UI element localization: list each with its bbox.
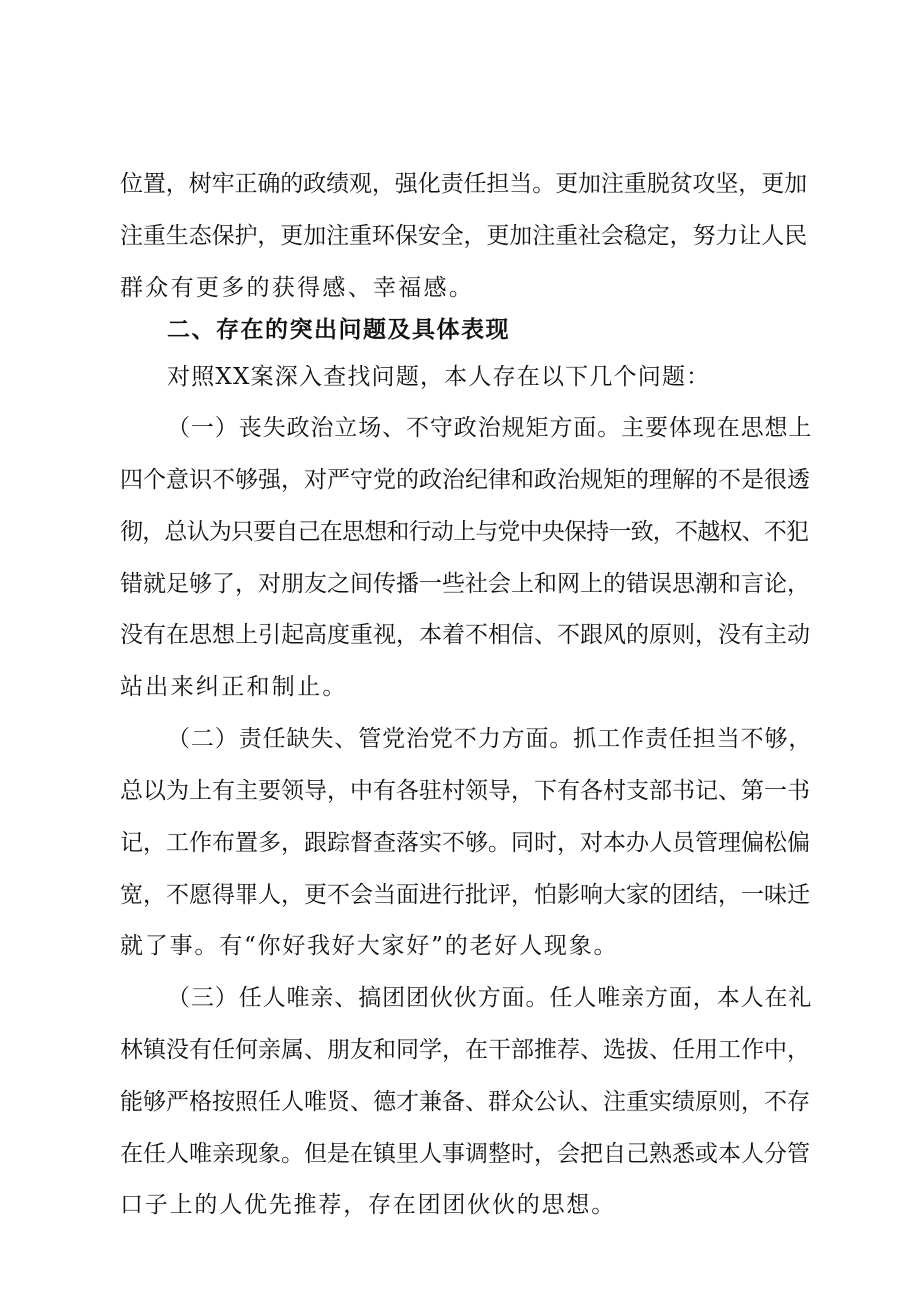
- text-line: 对照XX案深入查找问题，本人存在以下几个问题：: [167, 364, 711, 390]
- text-line: 林镇没有任何亲属、朋友和同学，在干部推荐、选拔、任用工作中，: [120, 1037, 810, 1063]
- text-line: 口子上的人优先推荐，存在团团伙伙的思想。: [120, 1192, 616, 1218]
- text-line: 群众有更多的获得感、幸福感。: [120, 275, 475, 301]
- text-line: （二）责任缺失、管党治党不力方面。抓工作责任担当不够，: [167, 726, 813, 752]
- section-heading: 二、存在的突出问题及具体表现: [167, 317, 510, 343]
- text-line: 宽，不愿得罪人，更不会当面进行批评，怕影响大家的团结，一味迁: [120, 882, 810, 908]
- text-line: 就了事。有“你好我好大家好”的老好人现象。: [120, 933, 619, 959]
- text-line: （一）丧失政治立场、不守政治规矩方面。主要体现在思想上: [167, 415, 813, 441]
- text-line: 没有在思想上引起高度重视，本着不相信、不跟风的原则，没有主动: [120, 622, 810, 648]
- text-line: 总以为上有主要领导，中有各驻村领导，下有各村支部书记、第一书: [120, 778, 810, 804]
- text-line: 能够严格按照任人唯贤、德才兼备、群众公认、注重实绩原则，不存: [120, 1089, 810, 1115]
- text-line: 错就足够了，对朋友之间传播一些社会上和网上的错误思潮和言论，: [120, 571, 810, 597]
- text-line: 彻，总认为只要自己在思想和行动上与党中央保持一致，不越权、不犯: [120, 519, 809, 545]
- text-line: 位置，树牢正确的政绩观，强化责任担当。更加注重脱贫攻坚，更加: [120, 171, 808, 197]
- text-line: 在任人唯亲现象。但是在镇里人事调整时，会把自己熟悉或本人分管: [120, 1141, 810, 1167]
- text-line: 注重生态保护，更加注重环保安全，更加注重社会稳定，努力让人民: [120, 223, 808, 249]
- text-line: 四个意识不够强，对严守党的政治纪律和政治规矩的理解的不是很透: [120, 467, 810, 493]
- text-line: 记，工作布置多，跟踪督查落实不够。同时，对本办人员管理偏松偏: [120, 830, 810, 856]
- text-line: （三）任人唯亲、搞团团伙伙方面。任人唯亲方面，本人在礼: [167, 985, 813, 1011]
- text-line: 站出来纠正和制止。: [120, 674, 348, 700]
